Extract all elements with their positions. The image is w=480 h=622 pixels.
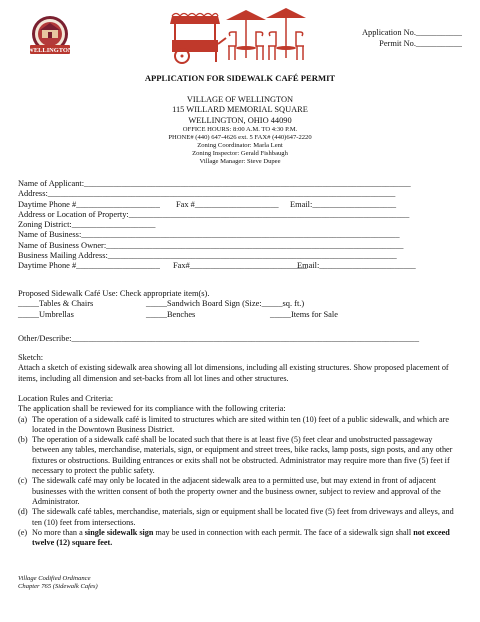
zoning-district-field[interactable]: Zoning District:____________________	[18, 220, 156, 230]
seal-name: WELLINGTON	[28, 47, 72, 54]
benches-option[interactable]: _____Benches	[146, 309, 196, 319]
rule-item	[18, 507, 460, 528]
address-field[interactable]: Address:___________________________________________________________________________________	[18, 189, 396, 199]
rule-e-text-1: No more than a	[32, 527, 85, 537]
footer-ordinance: Village Codified Ordinance	[18, 575, 91, 582]
proposed-use-section	[18, 289, 478, 320]
daytime-phone-field[interactable]: Daytime Phone #____________________	[18, 199, 160, 209]
rule-label: (d)	[18, 507, 28, 517]
business-mailing-field[interactable]: Business Mailing Address:_____________________________________________________________________	[18, 251, 397, 261]
rule-e-bold-2: not exceed twelve (12) square feet.	[32, 527, 450, 548]
rules-intro: The application shall be reviewed for its compliance with the following criteria:	[18, 404, 286, 414]
proposed-use-heading: Proposed Sidewalk Café Use: Check appropriate item(s).	[18, 289, 210, 298]
rule-e-bold-1: single sidewalk sign	[84, 527, 154, 537]
village-seal	[28, 14, 72, 60]
daytime-phone-field-2[interactable]: Daytime Phone #____________________	[18, 261, 160, 271]
footer-chapter: Chapter 765 (Sidewalk Cafes)	[18, 583, 98, 590]
sidewalk-cafe-illustration-icon	[166, 6, 308, 68]
rule-text: The sidewalk café tables, merchandise, materials, sign or equipment shall be located five (5) feet from driveways and alleys, and ten (10) feet from intersections.	[32, 507, 454, 527]
footer	[18, 575, 98, 591]
sketch-heading: Sketch:	[18, 353, 44, 362]
phone-fax: PHONE# (440) 647-4626 ext. 5 FAX# (440)647-2220	[168, 133, 312, 141]
rule-label: (a)	[18, 414, 28, 424]
rule-text: The operation of a sidewalk café shall be located such that there is at least five (5) feet clear and unobstructed passageway between any tables, merchandise, materials, sign, or equipment and street trees, bike racks, lamp posts, sign posts, and any other fixtures or obstructions. Building entrances or exits shall not be obstructed. Administrator may require more than five (5) feet if necessary to protect the public safety.	[32, 435, 453, 476]
application-no-field[interactable]: Application No.___________	[361, 28, 462, 37]
city-state-zip: WELLINGTON, OHIO 44090	[188, 115, 292, 125]
rule-label: (e)	[18, 527, 28, 537]
sketch-section	[18, 353, 462, 384]
sidewalk-cafe-illustration	[166, 6, 308, 68]
zoning-coordinator: Zoning Coordinator: Marla Lent	[197, 141, 283, 149]
rule-e-text-2: may be used in connection with each permit. The face of a sidewalk sign shall	[153, 527, 414, 537]
business-name-field[interactable]: Name of Business:____________________________________________________________________________	[18, 230, 400, 240]
tables-chairs-option[interactable]: _____Tables & Chairs	[18, 299, 94, 309]
location-rules-section	[18, 394, 460, 548]
other-describe-field[interactable]: Other/Describe:___________________________________________________________________________________	[18, 334, 420, 343]
rule-label: (c)	[18, 476, 28, 486]
property-location-field[interactable]: Address or Location of Property:___________________________________________________________________	[18, 209, 410, 219]
applicant-fields	[18, 179, 478, 272]
village-address-block	[0, 95, 480, 166]
form-title: APPLICATION FOR SIDEWALK CAFÉ PERMIT	[144, 73, 336, 83]
rule-item	[18, 415, 460, 436]
zoning-inspector: Zoning Inspector: Gerald Fishbaugh	[192, 149, 288, 157]
fax-field-2[interactable]: Fax#____________________________	[173, 261, 307, 271]
rule-label: (b)	[18, 435, 28, 445]
phone-row	[18, 200, 478, 210]
sketch-text: Attach a sketch of existing sidewalk area showing all lot dimensions, including all existing structures. Show proposed placement of items, including all dimension and set-backs from all lot lines and other structures.	[18, 363, 449, 383]
village-manager: Village Manager: Steve Dupee	[199, 157, 281, 165]
permit-no-field[interactable]: Permit No.___________	[379, 39, 462, 48]
rule-item	[18, 528, 460, 549]
email-field-2[interactable]: Email:_______________________	[297, 261, 416, 271]
rule-text: The sidewalk café may only be located in the adjacent sidewalk area to a permitted use, but may extend in front of adjacent businesses with the written consent of both the property owner and the business owner, subject to review and approval of the Administrator.	[32, 476, 441, 506]
rule-item	[18, 435, 460, 476]
village-name: VILLAGE OF WELLINGTON	[186, 95, 294, 104]
items-for-sale-option[interactable]: _____Items for Sale	[270, 309, 338, 319]
sandwich-board-option[interactable]: _____Sandwich Board Sign (Size:_____sq. ft.)	[146, 299, 305, 309]
rule-text: The operation of a sidewalk café is limited to structures which are sited within ten (10) feet of a public sidewalk, and which are located in the Downtown Business District.	[32, 414, 449, 434]
phone-row-2	[18, 261, 478, 271]
business-owner-field[interactable]: Name of Business Owner:_______________________________________________________________________	[18, 240, 404, 250]
fax-field[interactable]: Fax #____________________	[176, 199, 279, 209]
rule-item	[18, 476, 460, 507]
rules-heading: Location Rules and Criteria:	[18, 394, 114, 403]
umbrellas-option[interactable]: _____Umbrellas	[18, 309, 74, 319]
use-row-1	[18, 299, 478, 309]
applicant-name-field[interactable]: Name of Applicant:______________________________________________________________________________	[18, 179, 411, 188]
rule-text	[32, 528, 460, 549]
seal-icon	[28, 14, 72, 60]
use-row-2	[18, 310, 478, 320]
street-address: 115 WILLARD MEMORIAL SQUARE	[172, 105, 308, 115]
email-field[interactable]: Email:____________________	[290, 199, 397, 209]
office-hours: OFFICE HOURS: 8:00 A.M. TO 4:30 P.M.	[182, 125, 298, 133]
